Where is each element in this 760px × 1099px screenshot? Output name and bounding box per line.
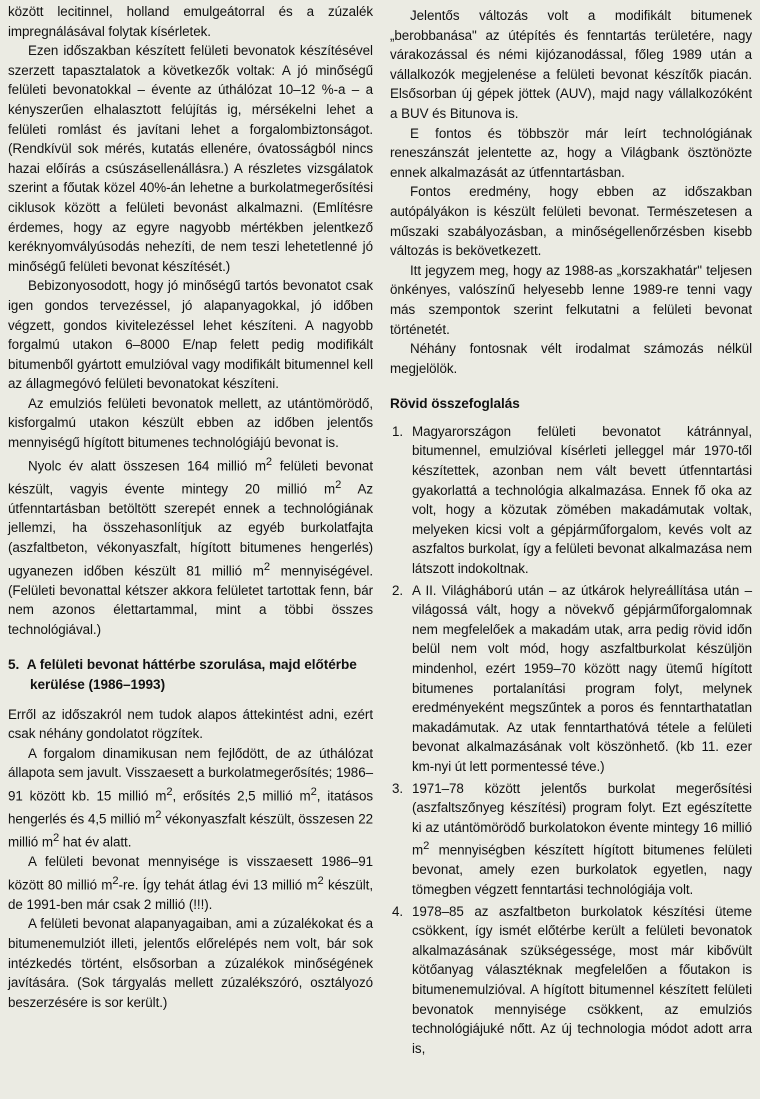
list-number: 4.: [392, 903, 404, 919]
list-text: mennyiségben készített hígított bitumenes felületi bevonat, amely ezen burkolatok egyetlen, nagy tömegben végzett fenntartási technológiája volt.: [412, 842, 752, 897]
superscript: 2: [335, 478, 342, 491]
text-run: készült, de 1991-ben már csak 2 millió (!!!).: [8, 877, 373, 912]
list-number: 1.: [392, 423, 404, 439]
left-column: [8, 2, 373, 1012]
list-text: Magyarországon felületi bevonatot kátránnyal, bitumennel, emulzióval kísérleti jelleggel már 1970-től készítettek, azonban nem vált bevett útfenntartási gyakorlattá a technológia alkalmazása. Ennek fő oka az volt, hogy a közutak zömében makadámutak voltak, melyeken kicsi volt a gépjárműforgalom, kevés volt az aszfaltos burkolat, így a felületi bevonat alkalmazása nem látszott indokoltnak.: [412, 423, 752, 577]
superscript: 2: [166, 785, 173, 798]
paragraph: Néhány fontosnak vélt irodalmat számozás nélkül megjelölök.: [390, 341, 752, 376]
paragraph: Jelentős változás volt a modifikált bitumenek „berobbanása" az útépítés és fenntartás területére, nagy várakozással és némi kijózanodással, főleg 1989 után a vállalkozók megjelenése a felületi bevonat készítők piacán. Elsősorban új gépek jöttek (AUV), majd nagy vállalkozóként a BUV és Bitunova is.: [390, 8, 752, 121]
list-item: [390, 581, 752, 777]
text-run: , itatásos hengerlés és 4,5 millió m: [8, 788, 373, 827]
text-run: felületi bevonat készült, vagyis évente mintegy 20 millió m: [8, 458, 373, 497]
text-run: , erősítés 2,5 millió m: [172, 788, 311, 804]
list-number: 2.: [392, 582, 404, 598]
section-title: A felületi bevonat háttérbe szorulása, majd előtérbe kerülése (1986–1993): [26, 657, 357, 692]
text-run: Az útfenntartásban betöltött szerepét ennek a technológiának jellemzi, ha összehasonlítjuk az egyéb burkolatfajta (aszfaltbeton, vékonyaszfalt, hígított bitumenes hengerlés) ugyanezen időben készült 81 millió m: [8, 481, 374, 579]
paragraph: A felületi bevonat alapanyagaiban, ami a zúzalékokat és a bitumenemulziót illeti, jelentős előrelépés nem volt, bár sok intézkedés történt, elsősorban a zúzalékok minőségének javítására. (Sok tárgyalás mellett zúzalékszóró, osztályozó beszerzésére is sor került.): [8, 916, 373, 1010]
summary-heading: Rövid összefoglalás: [390, 396, 520, 412]
paragraph: között lecitinnel, holland emulgeátorral és a zúzalék impregnálásával folytak kísérletek.: [8, 4, 373, 39]
paragraph: Az emulziós felületi bevonatok mellett, az utántömörödő, kisforgalmú utakon készült ebben az időben jelentős mennyiségű hígított bitumenes technológiájú bevonat is.: [8, 395, 373, 451]
paragraph: Itt jegyzem meg, hogy az 1988-as „korszakhatár" teljesen önkényes, valószínű helyesebb lenne 1989-re tenni vagy más szempontok szerint felkutatni a felületi bevonat történetét.: [390, 262, 752, 337]
text-run: Nyolc év alatt összesen 164 millió m: [28, 458, 266, 474]
superscript: 2: [265, 455, 273, 468]
superscript: 2: [155, 809, 162, 822]
list-text: 1971–78 között jelentős burkolat megerősítési (aszfaltszőnyeg készítési) program folyt. Ezt egészítette ki az utántömörödő burkolatokon évente mintegy 16 millió m: [412, 780, 752, 858]
paragraph: Erről az időszakról nem tudok alapos áttekintést adni, ezért csak néhány gondolatot rögzítek.: [8, 706, 373, 742]
superscript: 2: [263, 560, 270, 573]
superscript: 2: [423, 840, 430, 853]
paragraph: [8, 744, 373, 852]
superscript: 2: [52, 832, 60, 845]
text-run: A forgalom dinamikusan nem fejlődött, de az úthálózat állapota sem javult. Visszaesett a burkolatmegerősítés; 1986–91 között kb. 15 millió m: [8, 745, 373, 804]
paragraph: Fontos eredmény, hogy ebben az időszakban autópályákon is készült felületi bevonat. Természetesen a műszaki szabályozásban, a minőségellenőrzésben kisebb változás is bekövetkezett.: [390, 184, 752, 259]
section-number: 5.: [8, 657, 20, 673]
paragraph: [8, 852, 373, 914]
text-run: A felületi bevonat mennyisége is visszaesett 1986–91 között 80 millió m: [8, 854, 373, 893]
text-run: hat év alatt.: [59, 834, 132, 850]
list-number: 3.: [392, 780, 404, 796]
paragraph: [8, 453, 373, 640]
paragraph: Bebizonyosodott, hogy jó minőségű tartós bevonatot csak igen gondos tervezéssel, jó alapanyagokkal, jó időben végzett, gondos kivitelezéssel lehet készíteni. A nagyobb forgalmú utakon 6–8000 E/nap felett pedig modifikált bitumenből gyártott emulzióval vagy modifikált bitumennel kell az állagmegóvó felületi bevonatokat készíteni.: [8, 278, 373, 392]
list-item: [390, 779, 752, 900]
text-run: vékonyaszfalt készült, összesen 22 millió m: [8, 811, 374, 850]
right-column: [390, 6, 752, 1060]
list-text: A II. Világháború után – az útkárok helyreállítása után – világossá vált, hogy a növekvő gépjárműforgalomnak nem megfelelőek a makadám utak, arra pedig rövid időn belül nem volt mód, hogy aszfaltburkolat készüljön mindenhol, ezért 1959–70 között nagy ütemű hígított bitumenes portalanítási program folyt, melynek eredményeként megszűntek a poros és fenntarthatatlan makadámutak. Az utak fenntarthatóvá tétele a felületi bevonat alkalmazásának volt köszönhető. (kb 11. ezer km-nyi út lett pormentessé téve.): [412, 582, 752, 774]
paragraph: Ezen időszakban készített felületi bevonatok készítésével szerzett tapasztalatok a következők voltak: A jó minőségű felületi bevonatokkal – évente az úthálózat 10–12 %-a – a kényszerűen elhalasztott felújítás ig, mérsékelni lehet a felületi romlást és javítani lehet a forgalombiztonságot. (Rendkívül sok mérés, kutatás ellenére, óvatosságból nincs hazai előírás a csúszásellenállásra.) A részletes vizsgálatok szerint a főutak közel 40%-án lehetne a burkolatmegerősítési ciklusok között a felületi bevonást alkalmazni. (Említésre érdemes, hogy az egyre nagyobb mértékben jelentkező keréknyomvályúsodás nehezíti, de nem teszi lehetetlenné jó minőségű felületi bevonat készítését.): [8, 43, 373, 274]
superscript: 2: [112, 874, 119, 887]
list-text: 1978–85 az aszfaltbeton burkolatok készítési üteme csökkent, így ismét előtérbe került a felületi bevonatok alkalmazásának szükségessége, most már kibővült kötőanyag választéknak megfelelően a főutakon is bitumenemulzióval. A hígított bitumennel készített felületi bevonatok mennyisége csökkent, az emulziós technológiájuké nőtt. Az új technologia módot adott arra is,: [412, 903, 752, 1056]
section-heading: [8, 655, 373, 694]
superscript: 2: [317, 874, 324, 887]
list-item: [390, 902, 752, 1059]
text-run: -re. Így tehát átlag évi 13 millió m: [118, 877, 318, 893]
text-run: mennyiségével. (Felületi bevonattal kétszer akkora felületet tartottak fenn, bár nem azonos élettartammal, mint a többi összes technológiával.): [8, 563, 374, 637]
superscript: 2: [310, 785, 317, 798]
list-item: [390, 422, 752, 579]
paragraph: E fontos és többször már leírt technológiának reneszánszát jelentette az, hogy a Világbank ösztönözte ennek alkalmazását az útfenntartásban.: [390, 125, 752, 180]
summary-list: [390, 422, 752, 1058]
